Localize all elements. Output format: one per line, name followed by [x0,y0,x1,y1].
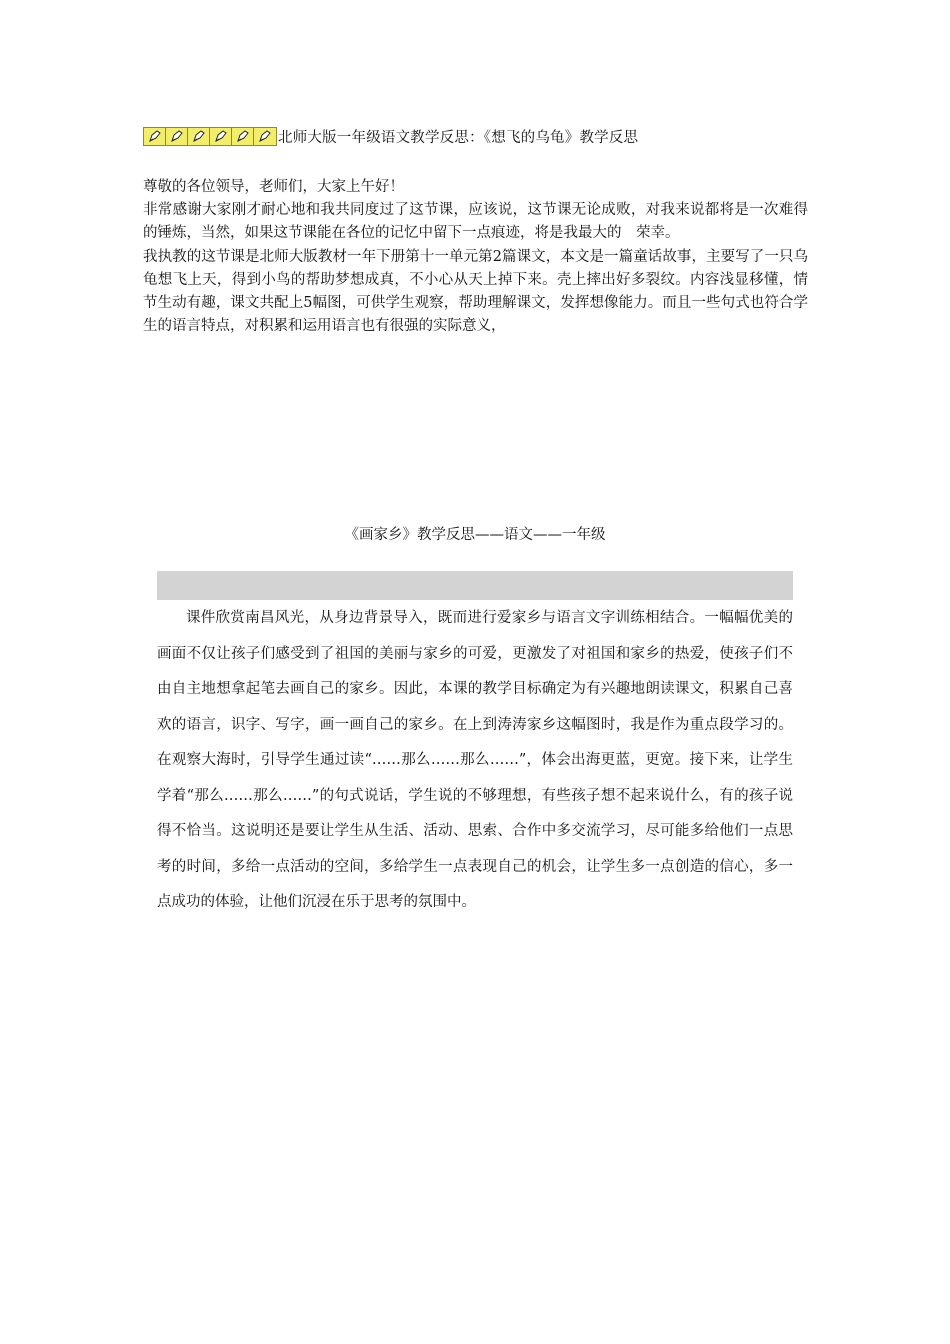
pen-icon [144,128,166,145]
section2-title: 《画家乡》教学反思——语文——一年级 [344,527,606,543]
pen-icon [166,128,188,145]
thanks-paragraph: 非常感谢大家刚才耐心地和我共同度过了这节课，应该说，这节课无论成败，对我来说都将是一次难得的锤炼，当然，如果这节课能在各位的记忆中留下一点痕迹，将是我最大的 荣幸。 [143,202,808,242]
pen-icon [210,128,232,145]
greeting-paragraph: 尊敬的各位领导，老师们，大家上午好！ [143,179,404,195]
pen-icon-strip [143,127,277,146]
section2-body: 课件欣赏南昌风光，从身边背景导入，既而进行爱家乡与语言文字训练相结合。一幅幅优美的画面不仅让孩子们感受到了祖国的美丽与家乡的可爱，更激发了对祖国和家乡的热爱，使孩子们不由自主地想拿起笔去画自己的家乡。因此，本课的教学目标确定为有兴趣地朗读课文，积累自己喜欢的语言，识字、写字，画一画自己的家乡。在上到涛涛家乡这幅图时，我是作为重点段学习的。在观察大海时，引导学生通过读“……那么……那么……”，体会出海更蓝，更宽。接下来，让学生学着“那么……那么……”的句式说话，学生说的不够理想，有些孩子想不起来说什么，有的孩子说得不恰当。这说明还是要让学生从生活、活动、思索、合作中多交流学习，尽可能多给他们一点思考的时间，多给一点活动的空间，多给学生一点表现自己的机会，让学生多一点创造的信心，多一点成功的体验，让他们沉浸在乐于思考的氛围中。 [157,610,793,910]
lesson-intro-paragraph: 我执教的这节课是北师大版教材一年下册第十一单元第2篇课文，本文是一篇童话故事，主要写了一只乌龟想飞上天，得到小鸟的帮助梦想成真，不小心从天上掉下来。壳上摔出好多裂纹。内容浅显移懂，情节生动有趣，课文共配上5幅图，可供学生观察，帮助理解课文，发挥想像能力。而且一些句式也符合学生的语言特点，对积累和运用语言也有很强的实际意义， [143,248,808,335]
section1-body [143,176,808,338]
section1-title-row [143,125,638,147]
pen-icon [254,128,276,145]
pen-icon [188,128,210,145]
pen-icon [232,128,254,145]
section1-title: 北师大版一年级语文教学反思：《想飞的乌龟》教学反思 [278,129,639,146]
gray-divider-bar [157,571,793,600]
